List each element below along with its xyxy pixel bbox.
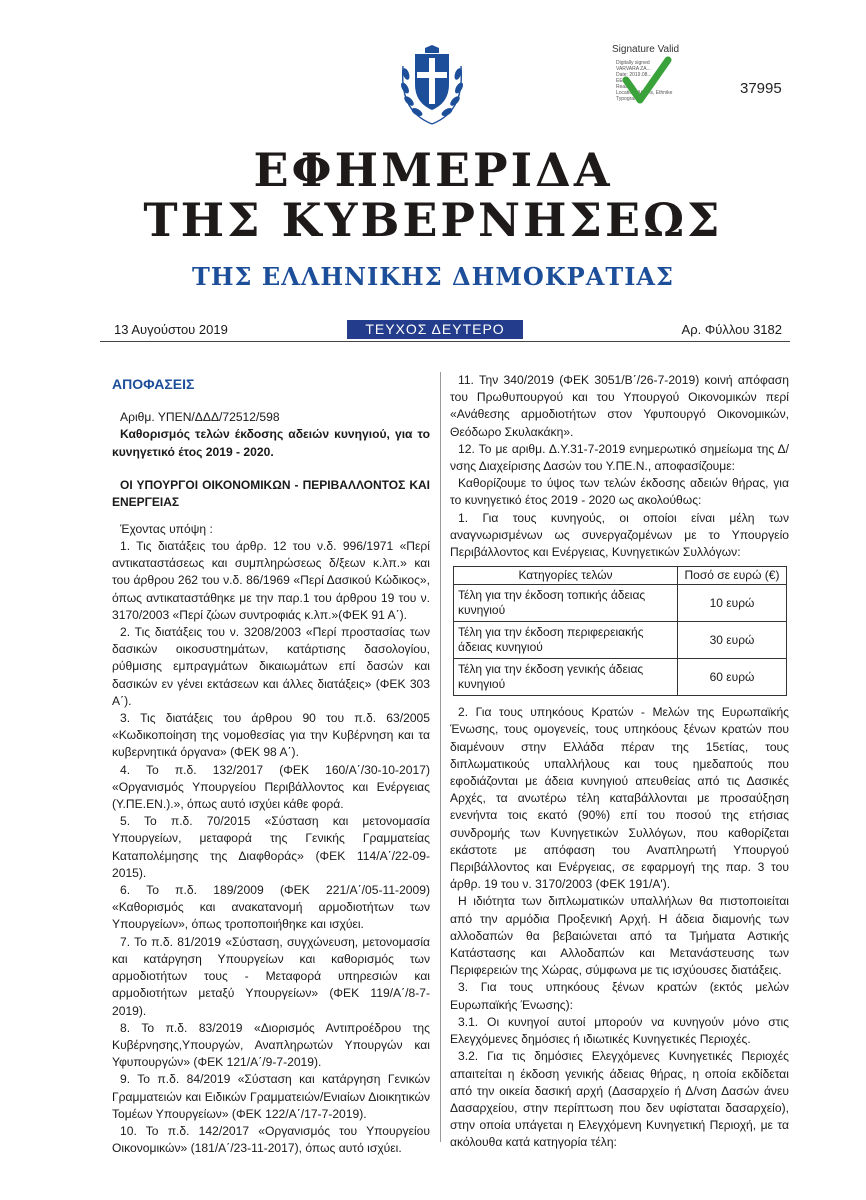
masthead-republic: ΤΗΣ ΕΛΛΗΝΙΚΗΣ ΔΗΜΟΚΡΑΤΙΑΣ	[191, 262, 675, 291]
table-row	[454, 585, 787, 622]
signature-line: EEST	[616, 78, 630, 84]
fee-amount: 30 ευρώ	[678, 622, 787, 659]
fee-amount: 60 ευρώ	[678, 659, 787, 696]
checkmark-icon	[622, 56, 672, 108]
decision-paragraph: Η ιδιότητα των διπλωματικών υπαλλήλων θα πιστοποιείται από την αρμόδια Προξενική Αρχή. Η άδεια διαμονής των αλλοδαπών θα βεβαιώνεται από τα Τμήματα Αστικής Κατάστασης και Αλλοδαπών και Μετανάστευσης των Περιφερειών της Χώρας, σύμφωνα με τις ισχύουσες διατάξεις.	[450, 894, 789, 978]
table-header-category: Κατηγορίες τελών	[454, 567, 678, 585]
section-heading: ΑΠΟΦΑΣΕΙΣ	[112, 376, 195, 392]
signature-line: Location: Athens, Ethnike	[616, 90, 673, 96]
signature-line: Reason:	[616, 84, 635, 90]
right-column	[450, 372, 789, 1152]
decision-paragraph: 3. Για τους υπηκόους ξένων κρατών (εκτός μελών Ευρωπαϊκής Ένωσης):	[450, 980, 789, 1012]
decision-paragraph: 2. Για τους υπηκόους Κρατών - Μελών της Ευρωπαϊκής Ένωσης, τους ομογενείς, τους υπηκόους ξένων κρατών που διαμένουν στην Ελλάδα πέραν της 15ετίας, τους διπλωματικούς υπαλλήλους και τους ημεδαπούς που εφοδιάζονται με άδεια κυνηγιού απευθείας από τις Δασικές Αρχές, τα ανωτέρω τέλη καταβάλλονται με προσαύξηση ενενήντα τοις εκατό (90%) επί του ποσού της ετήσιας συνδρομής των Κυνηγετικών Συλλόγων, που καθορίζεται εκάστοτε με απόφαση του Αναπληρωτή Υπουργού Περιβάλλοντος και Ενέργειας, σε εφαρμογή της παρ. 3 του άρθρ. 19 του ν. 3170/2003 (ΦΕΚ 191/Α').	[450, 705, 789, 892]
legal-basis-item: 9. Το π.δ. 84/2019 «Σύσταση και κατάργηση Γενικών Γραμματειών και Ειδικών Γραμματειών/Ενιαίων Διοικητικών Τομέων Υπουργείων» (ΦΕΚ 122/Α΄/17-7-2019).	[112, 1072, 430, 1121]
fee-category: Τέλη για την έκδοση περιφερειακής άδειας κυνηγιού	[454, 622, 678, 659]
legal-basis-item: 8. Το π.δ. 83/2019 «Διορισμός Αντιπροέδρου της Κυβέρνησης,Υπουργών, Αναπληρωτών Υπουργών και Υφυπουργών» (ΦΕΚ 121/Α΄/9-7-2019).	[112, 1020, 430, 1070]
issue-series: ΤΕΥΧΟΣ ΔΕΥΤΕΡΟ	[347, 320, 523, 339]
fee-category: Τέλη για την έκδοση γενικής άδειας κυνηγιού	[454, 659, 678, 696]
header-divider	[100, 341, 790, 342]
legal-basis-item: 4. Το π.δ. 132/2017 (ΦΕΚ 160/Α΄/30-10-2017) «Οργανισμός Υπουργείου Περιβάλλοντος και Ενέργειας (Υ.ΠΕ.ΕΝ.).», όπως αυτό ισχύει κάθε φορά.	[112, 762, 430, 812]
legal-basis-item: 12. Το με αριθμ. Δ.Υ.31-7-2019 ενημερωτικό σημείωμα της Δ/νσης Διαχείρισης Δασών του Υ.ΠΕ.Ν., αποφασίζουμε:	[450, 441, 789, 474]
signature-line: Typografia	[616, 96, 640, 102]
masthead-title: ΕΦΗΜΕΡΙΔΑ	[253, 143, 613, 197]
fee-category: Τέλη για την έκδοση τοπικής άδειας κυνηγιού	[454, 585, 678, 622]
sheet-number: Αρ. Φύλλου 3182	[681, 322, 782, 337]
legal-basis-item: 11. Την 340/2019 (ΦΕΚ 3051/Β΄/26-7-2019) κοινή απόφαση του Πρωθυπουργού και του Υπουργού Οικονομικών περί «Ανάθεσης αρμοδιοτήτων στον Υφυπουργό Οικονομικών, Θεόδωρο Σκυλακάκη».	[450, 373, 789, 439]
legal-basis-item: 6. Το π.δ. 189/2009 (ΦΕΚ 221/Α΄/05-11-2009) «Καθορισμός και ανακατανομή αρμοδιοτήτων των Υπουργείων», όπως τροποποιήθηκε και ισχύει.	[112, 883, 430, 932]
having-regard-label: Έχοντας υπόψη :	[120, 521, 213, 536]
fees-table	[453, 566, 787, 696]
decision-number: Αριθμ. ΥΠΕΝ/ΔΔΔ/72512/598	[120, 410, 280, 425]
table-header-amount: Ποσό σε ευρώ (€)	[678, 567, 787, 585]
digital-signature-stamp	[612, 44, 692, 124]
signature-line: Date: 2019.08...	[616, 72, 652, 78]
fee-amount: 10 ευρώ	[678, 585, 787, 622]
legal-basis-item: 2. Τις διατάξεις του ν. 3208/2003 «Περί προστασίας των δασικών οικοσυστημάτων, κατάρτισης δασολογίου, ρύθμισης εμπραγμάτων δικαιωμάτων επί δασών και δασικών εν γένει εκτάσεων και άλλες διατάξεις» (ΦΕΚ 303 Α΄).	[112, 625, 430, 708]
decision-paragraph: 3.2. Για τις δημόσιες Ελεγχόμενες Κυνηγετικές Περιοχές απαιτείται η έκδοση γενικής άδειας θήρας, η οποία εκδίδεται από την οικεία δασική αρχή (Δασαρχείο ή Δ/νση Δασών άνευ Δασαρχείου, στην περίπτωση που δεν υφίσταται δασαρχείο), στην οποία υπάγεται η Ελεγχόμενη Κυνηγετική Περιοχή, με τα ακόλουθα κατά κατηγορία τέλη:	[450, 1049, 789, 1150]
legal-basis-item: 3. Τις διατάξεις του άρθρου 90 του π.δ. 63/2005 «Κωδικοποίηση της νομοθεσίας για την Κυβέρνηση και τα κυβερνητικά όργανα» (ΦΕΚ 98 Α΄).	[112, 711, 430, 760]
decision-paragraph: 3.1. Οι κυνηγοί αυτοί μπορούν να κυνηγούν μόνο στις Ελεγχόμενες δημόσιες ή ιδιωτικές Κυνηγετικές Περιοχές.	[450, 1014, 789, 1047]
issue-date: 13 Αυγούστου 2019	[114, 322, 228, 337]
decision-paragraph: Καθορίζουμε το ύψος των τελών έκδοσης αδειών θήρας, για το κυνηγετικό έτος 2019 - 2020 ως ακολούθως:	[450, 476, 789, 508]
signature-title: Signature Valid	[612, 44, 680, 55]
signature-line: VARVARA ZA...	[616, 66, 651, 72]
legal-basis-item: 10. Το π.δ. 142/2017 «Οργανισμός του Υπουργείου Οικονομικών» (181/Α΄/23-11-2017), όπως αυτό ισχύει.	[112, 1123, 430, 1156]
column-divider	[440, 372, 441, 1142]
signature-line: Digitally signed	[616, 60, 650, 66]
issue-header	[100, 320, 790, 340]
masthead-subtitle: ΤΗΣ ΚΥΒΕΡΝΗΣΕΩΣ	[143, 193, 723, 247]
legal-basis-item: 1. Τις διατάξεις του άρθρ. 12 του ν.δ. 996/1971 «Περί αντικαταστάσεως και συμπληρώσεως δ/ξεων κ.λπ.» και του άρθρου 262 του ν.δ. 86/1969 «Περί Δασικού Κώδικος», όπως αντικαταστάθηκε με την παρ.1 του άρθρου 19 του ν. 3170/2003 «Περί ζώων συντροφιάς κ.λπ.»(ΦΕΚ 91 Α΄).	[112, 539, 430, 622]
left-column	[112, 370, 430, 1157]
issuing-authority: ΟΙ ΥΠΟΥΡΓΟΙ ΟΙΚΟΝΟΜΙΚΩΝ - ΠΕΡΙΒΑΛΛΟΝΤΟΣ ΚΑΙ ΕΝΕΡΓΕΙΑΣ	[112, 477, 430, 509]
legal-basis-item: 5. Το π.δ. 70/2015 «Σύσταση και μετονομασία Υπουργείων, μεταφορά της Γενικής Γραμματείας Καταπολέμησης της Διαφθοράς» (ΦΕΚ 114/Α΄/22-09-2015).	[112, 814, 430, 880]
table-row	[454, 659, 787, 696]
decision-subject: Καθορισμός τελών έκδοσης αδειών κυνηγιού, για το κυνηγετικό έτος 2019 - 2020.	[112, 427, 430, 459]
greek-coat-of-arms-emblem	[397, 44, 467, 126]
table-row	[454, 622, 787, 659]
legal-basis-item: 7. Το π.δ. 81/2019 «Σύσταση, συγχώνευση, μετονομασία και κατάργηση Υπουργείων και καθορισμός των αρμοδιοτήτων τους - Μεταφορά υπηρεσιών και αρμοδιοτήτων μεταξύ Υπουργείων» (ΦΕΚ 119/Α΄/8-7-2019).	[112, 934, 430, 1018]
decision-paragraph: 1. Για τους κυνηγούς, οι οποίοι είναι μέλη των αναγνωρισμένων ως συνεργαζομένων με το Υπουργείο Περιβάλλοντος και Ενέργειας, Κυνηγετικών Συλλόγων:	[450, 510, 789, 560]
page-number: 37995	[740, 80, 782, 97]
